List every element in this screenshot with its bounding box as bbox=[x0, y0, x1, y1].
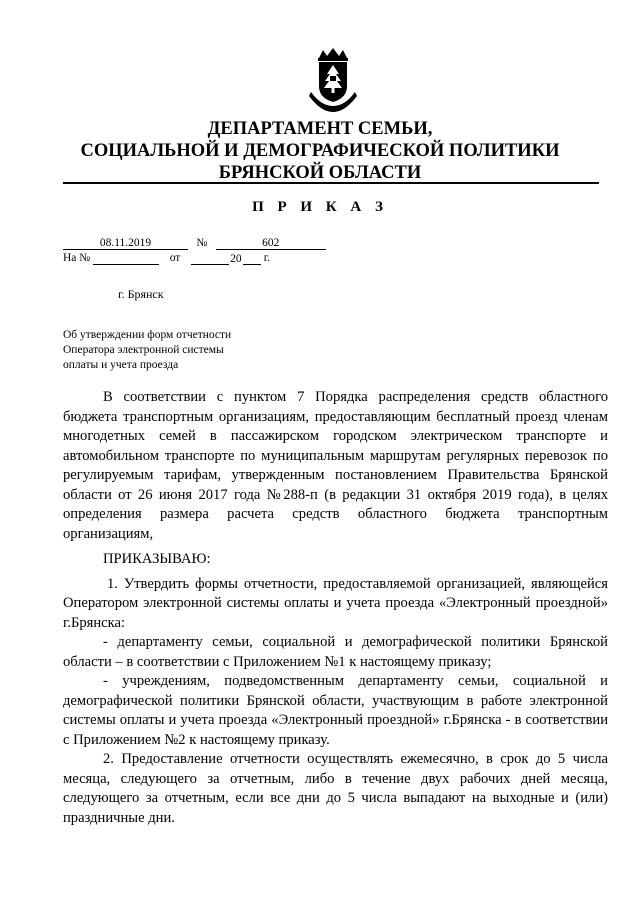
reference-number-blank bbox=[93, 251, 159, 265]
order-heading: П Р И К А З bbox=[252, 199, 388, 215]
reference-year-prefix: 20 bbox=[230, 253, 242, 265]
order-item-1-sub-1: - департаменту семьи, социальной и демографической политики Брянской области – в соответствии с Приложением №1 к настоящему приказу; bbox=[63, 634, 608, 670]
city-label: г. Брянск bbox=[118, 287, 164, 301]
reference-year-blank bbox=[243, 251, 261, 265]
order-item-2: 2. Предоставление отчетности осуществлять ежемесячно, в срок до 5 числа месяца, следующего за отчетным, либо в течение двух рабочих дней месяца, следующего за отчетным, если все дни до 5 числа выпадают на выходные и (или) праздничные дни. bbox=[63, 751, 608, 826]
department-title-line-1: ДЕПАРТАМЕНТ СЕМЬИ, bbox=[207, 119, 433, 139]
coat-of-arms-icon bbox=[305, 48, 361, 114]
department-title-line-3: БРЯНСКОЙ ОБЛАСТИ bbox=[218, 163, 422, 183]
order-subject bbox=[63, 328, 231, 373]
reference-number-label: На № bbox=[63, 252, 91, 264]
preamble-paragraph: В соответствии с пунктом 7 Порядка распределения средств областного бюджета транспортным организациям, предоставляющим бесплатный проезд членам многодетных семей в пассажирском городском электрическом транспорте и автомобильном транспорте по муниципальным маршрутам регулярных перевозок по регулируемым тарифам, утвержденным постановлением Правительства Брянской области от 26 июня 2017 года №288-п (в редакции 31 октября 2019 года), в целях определения размера расчета средств областного бюджета транспортным организациям, bbox=[63, 389, 608, 542]
order-number: 602 bbox=[216, 236, 326, 250]
order-subject-line-1: Об утверждении форм отчетности bbox=[63, 329, 232, 341]
order-item-1-sub-2: - учреждениям, подведомственным департаменту семьи, социальной и демографической политики Брянской области, участвующим в работе электронной системы оплаты и учета проезда «Электронный проездной» г.Брянска - в соответствии с Приложением №2 к настоящему приказу. bbox=[63, 673, 608, 748]
order-reference-line bbox=[63, 251, 270, 265]
order-date-number-line bbox=[63, 236, 326, 250]
reference-year-suffix: г. bbox=[263, 252, 271, 264]
department-title bbox=[40, 118, 600, 184]
reference-from-label: от bbox=[169, 252, 181, 264]
order-item-1: 1. Утвердить формы отчетности, предоставляемой организацией, являющейся Оператором электронной системы оплаты и учета проезда «Электронный проездной» г.Брянска: bbox=[63, 575, 608, 631]
order-subject-line-3: оплаты и учета проезда bbox=[63, 359, 179, 371]
order-date: 08.11.2019 bbox=[63, 236, 188, 250]
order-subject-line-2: Оператора электронной системы bbox=[63, 344, 224, 356]
order-word: ПРИКАЗЫВАЮ: bbox=[103, 551, 211, 567]
department-title-line-2: СОЦИАЛЬНОЙ И ДЕМОГРАФИЧЕСКОЙ ПОЛИТИКИ bbox=[80, 141, 560, 161]
order-body bbox=[63, 388, 608, 828]
reference-date-blank bbox=[191, 251, 229, 265]
header-divider bbox=[63, 182, 599, 184]
order-number-label: № bbox=[196, 237, 208, 249]
